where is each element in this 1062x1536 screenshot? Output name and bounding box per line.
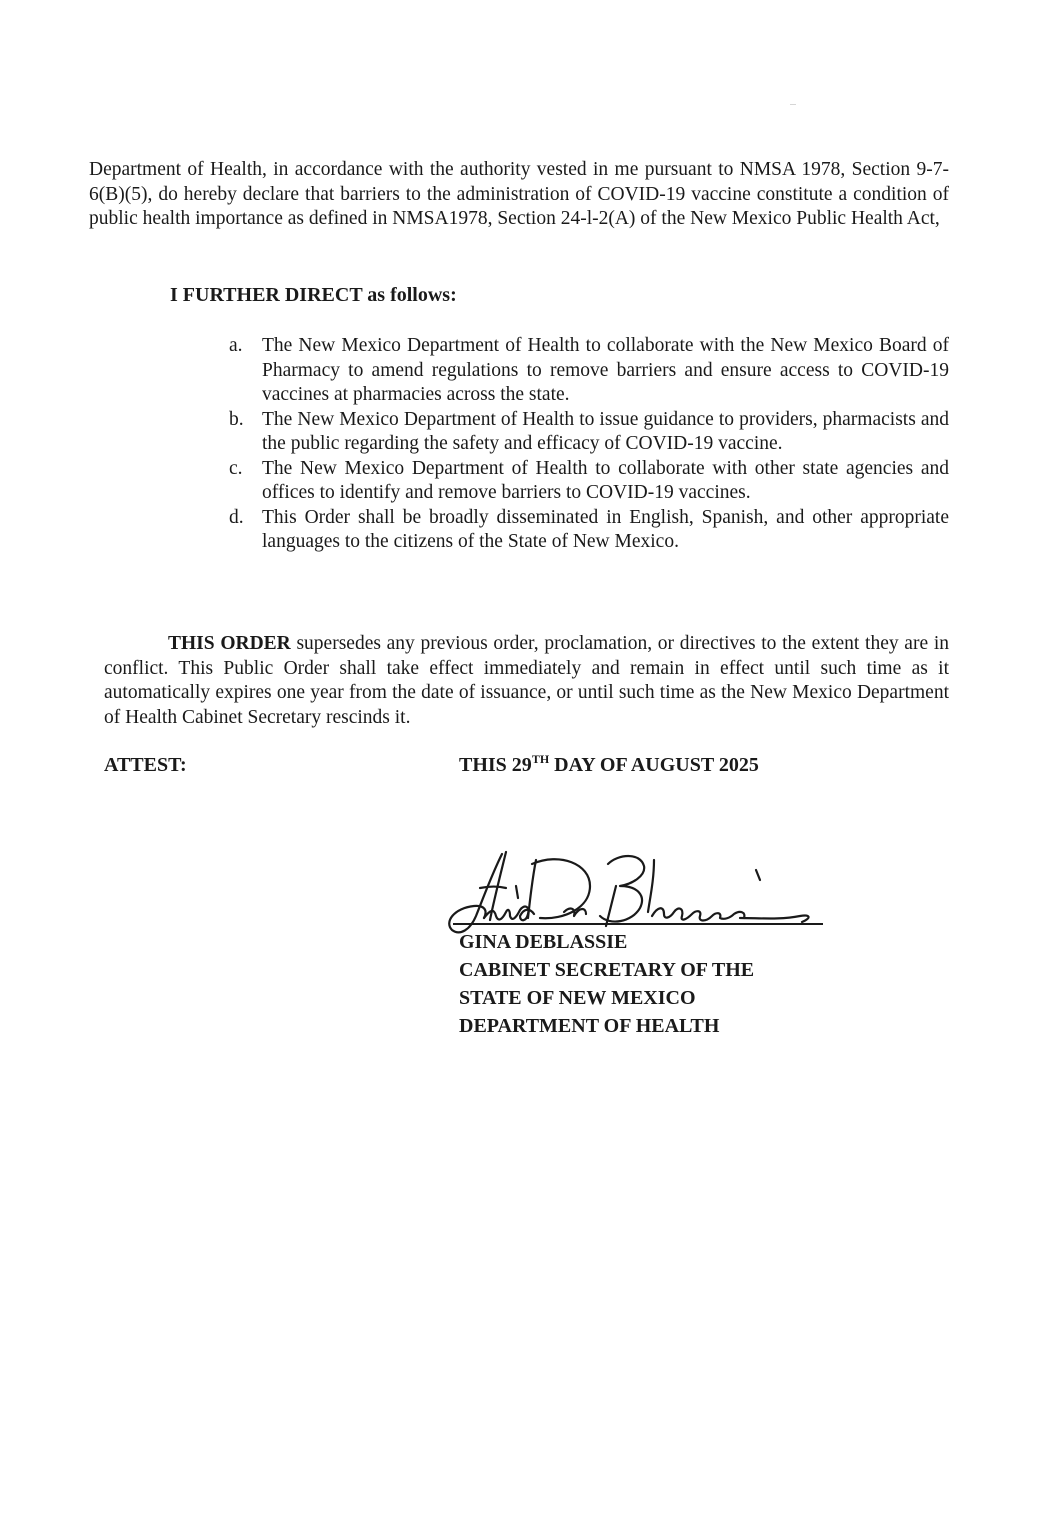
- directive-item-c: [229, 457, 949, 506]
- directive-text: The New Mexico Department of Health to collaborate with other state agencies and offices to identify and remove barriers to COVID-19 vaccines.: [262, 457, 949, 503]
- directive-text: The New Mexico Department of Health to issue guidance to providers, pharmacists and the public regarding the safety and efficacy of COVID-19 vaccine.: [262, 408, 949, 454]
- date-prefix: THIS 29: [459, 754, 532, 776]
- directive-item-d: [229, 506, 949, 555]
- directive-text: The New Mexico Department of Health to collaborate with the New Mexico Board of Pharmacy to amend regulations to remove barriers and ensure access to COVID-19 vaccines at pharmacies across the state.: [262, 335, 949, 405]
- date-suffix: DAY OF AUGUST 2025: [549, 754, 759, 776]
- order-paragraph: [104, 632, 949, 730]
- scan-artifact: [790, 104, 796, 105]
- date-superscript: TH: [531, 752, 550, 766]
- signer-title-line-2: STATE OF NEW MEXICO: [459, 987, 696, 1009]
- directive-text: This Order shall be broadly disseminated in English, Spanish, and other appropriate languages to the citizens of the State of New Mexico.: [262, 506, 949, 552]
- order-lead: THIS ORDER: [168, 633, 291, 654]
- signer-name: GINA DEBLASSIE: [459, 931, 628, 953]
- directive-letter: b.: [229, 408, 244, 430]
- signer-title-line-3: DEPARTMENT OF HEALTH: [459, 1015, 720, 1037]
- signature-line: [453, 923, 823, 925]
- directive-letter: d.: [229, 506, 244, 528]
- issue-date: [459, 754, 759, 777]
- directive-item-b: [229, 408, 949, 457]
- directive-item-a: [229, 334, 949, 408]
- signer-title-line-1: CABINET SECRETARY OF THE: [459, 959, 755, 981]
- directive-letter: a.: [229, 335, 243, 356]
- directive-heading: I FURTHER DIRECT as follows:: [170, 284, 457, 306]
- intro-paragraph: Department of Health, in accordance with the authority vested in me pursuant to NMSA 1978, Section 9-7-6(B)(5), do hereby declare that barriers to the administration of COVID-19 vaccine constitute a condition of public health importance as defined in NMSA1978, Section 24-l-2(A) of the New Mexico Public Health Act,: [89, 159, 949, 229]
- signer-block: [459, 928, 754, 1040]
- attest-label: ATTEST:: [104, 754, 187, 776]
- order-text: supersedes any previous order, proclamation, or directives to the extent they are in conflict. This Public Order shall take effect immediately and remain in effect until such time as it automatically expires one year from the date of issuance, or until such time as the New Mexico Department of Health Cabinet Secretary rescinds it.: [104, 633, 949, 728]
- directive-list: [229, 334, 949, 555]
- directive-letter: c.: [229, 457, 243, 479]
